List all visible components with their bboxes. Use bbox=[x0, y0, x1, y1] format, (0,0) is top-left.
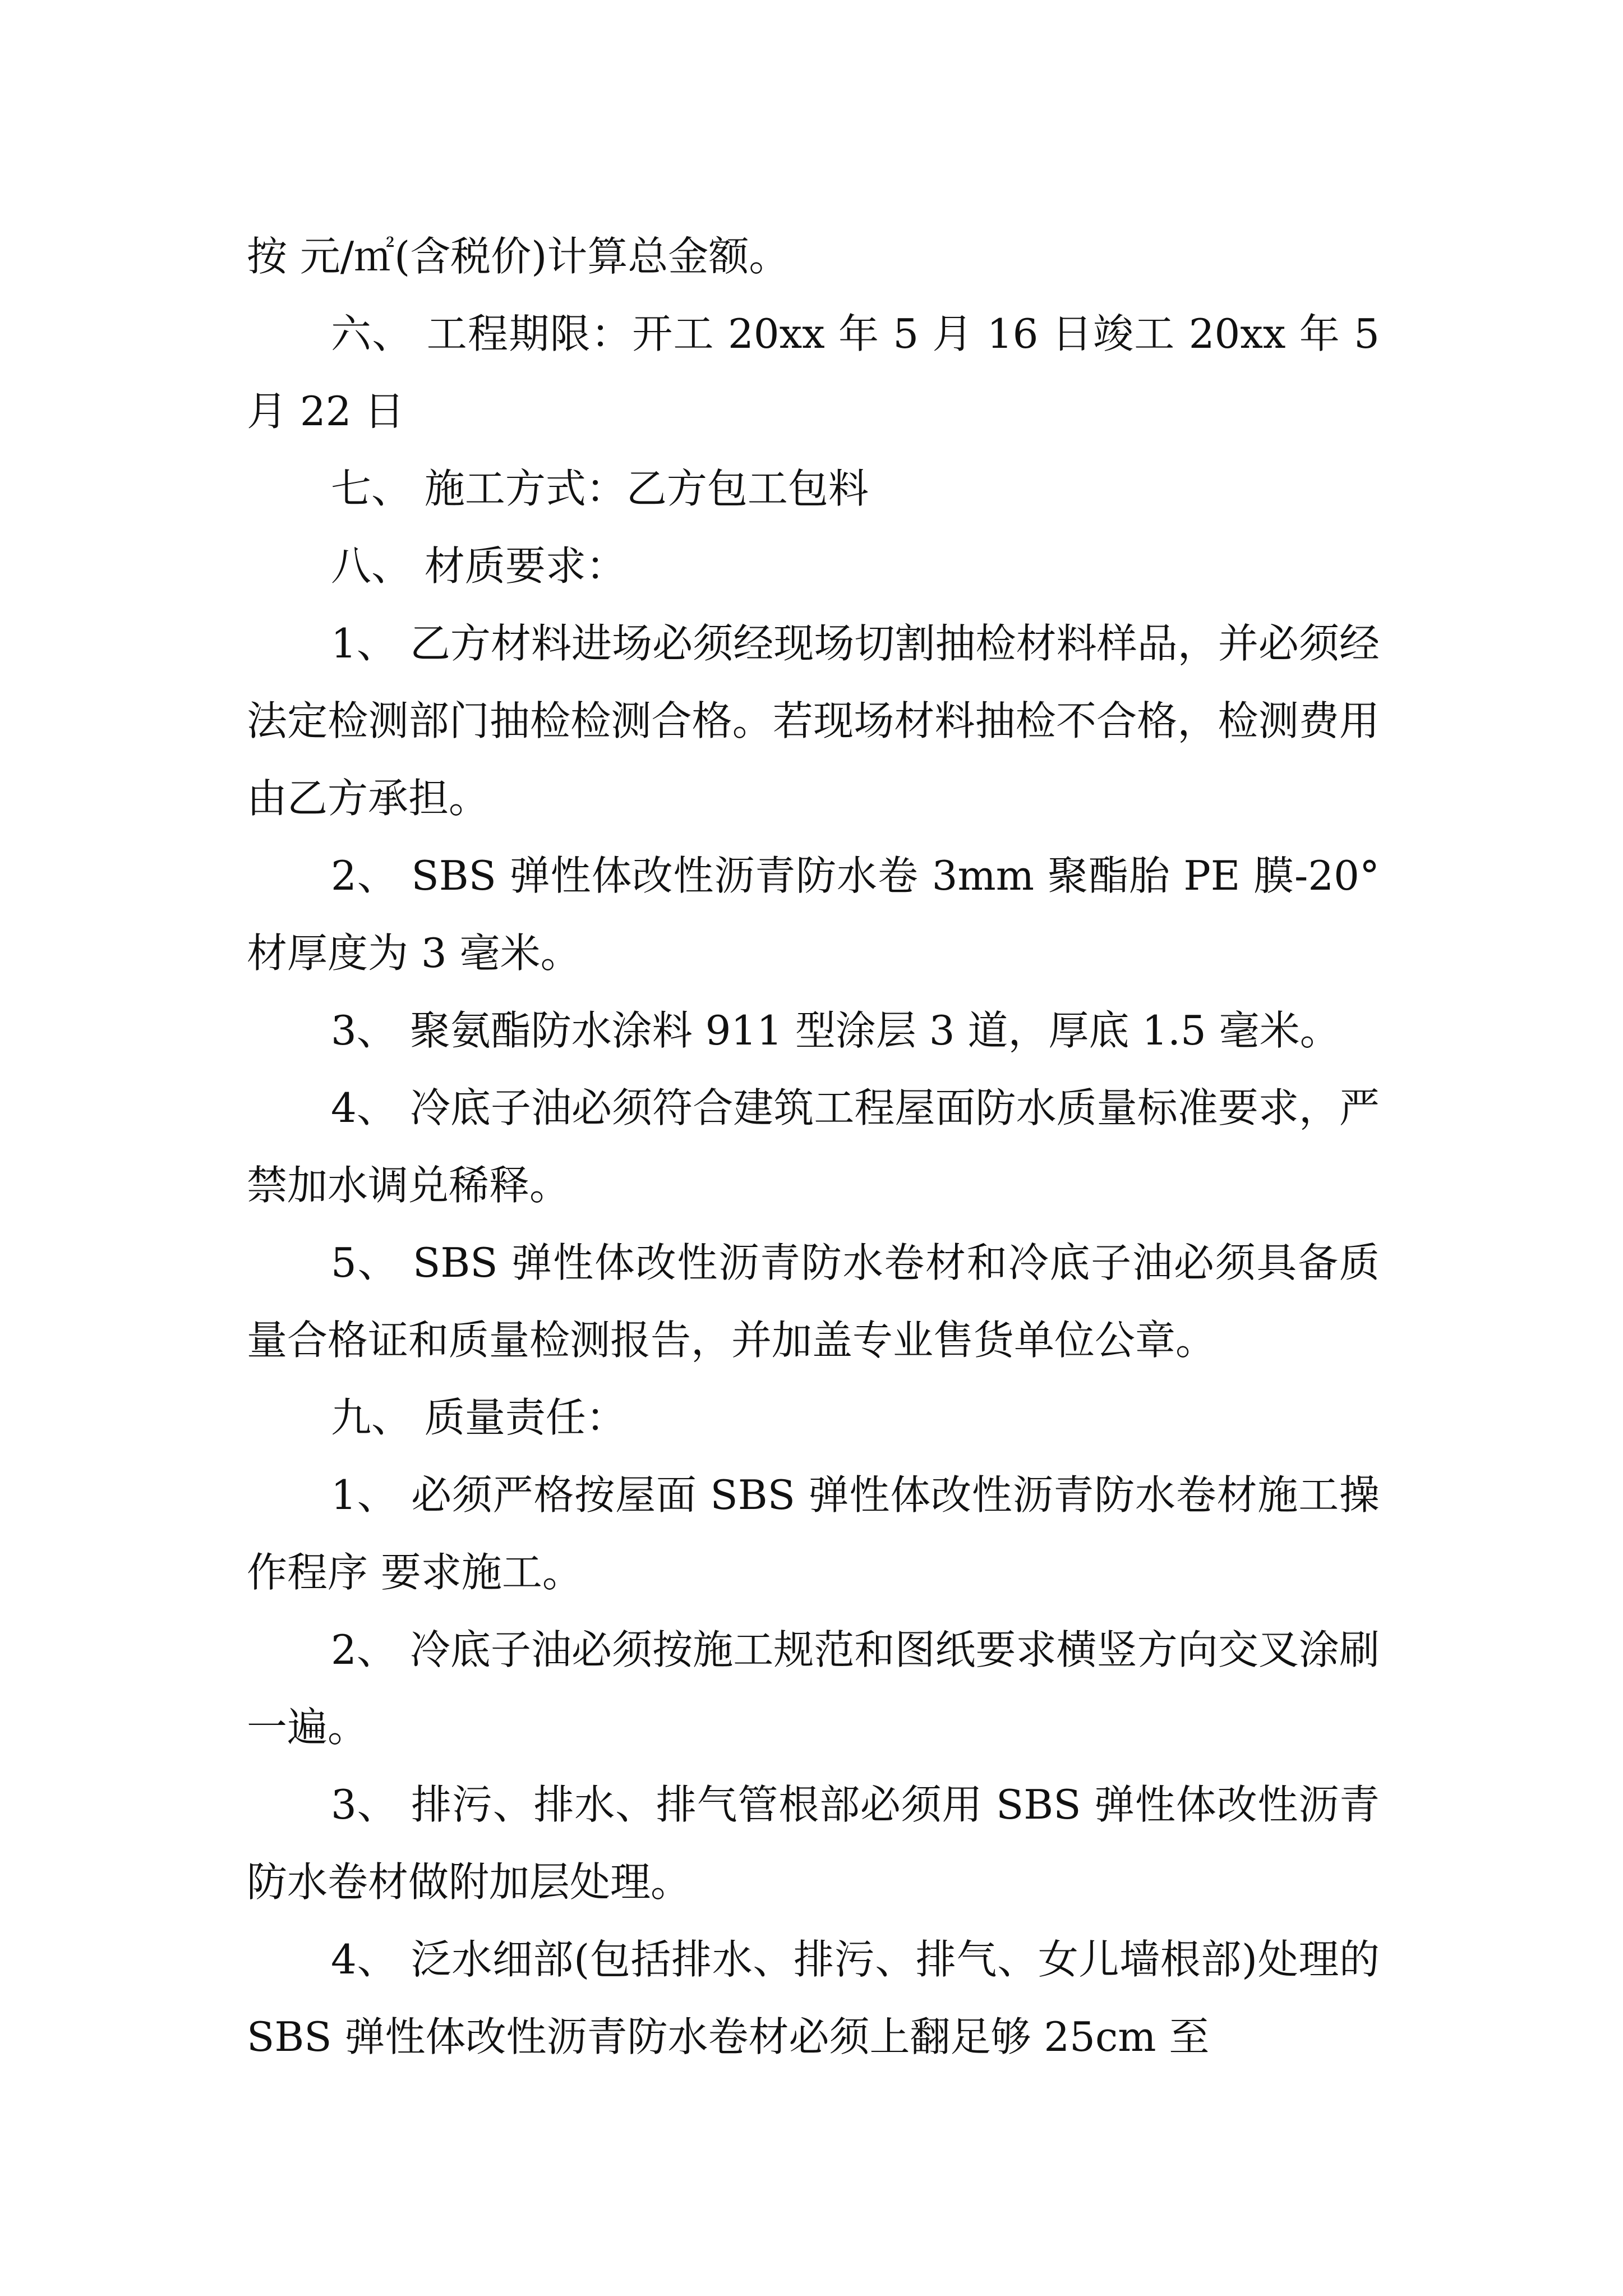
paragraph-quality-item-1: 1、 必须严格按屋面 SBS 弹性体改性沥青防水卷材施工操作程序 要求施工。 bbox=[247, 1471, 1380, 1596]
paragraph-material-item-2: 2、 SBS 弹性体改性沥青防水卷 3mm 聚酯胎 PE 膜-20° 材厚度为 3 毫米。 bbox=[247, 852, 1380, 977]
paragraph-quality-item-4: 4、 泛水细部(包括排水、排污、排气、女儿墙根部)处理的 SBS 弹性体改性沥青防水卷材必须上翻足够 25cm 至 bbox=[247, 1936, 1380, 2060]
paragraph-material-item-1: 1、 乙方材料进场必须经现场切割抽检材料样品，并必须经法定检测部门抽检检测合格。若现场材料抽检不合格，检测费用由乙方承担。 bbox=[247, 620, 1380, 822]
paragraph-continuation: 按 元/㎡(含税价)计算总金额。 bbox=[247, 233, 790, 280]
paragraph-section-6-duration: 六、 工程期限：开工 20xx 年 5 月 16 日竣工 20xx 年 5 月 22 日 bbox=[247, 310, 1380, 435]
document-body bbox=[247, 218, 1380, 2076]
heading-section-9-quality: 九、 质量责任： bbox=[331, 1394, 626, 1441]
paragraph-material-item-3: 3、 聚氨酯防水涂料 911 型涂层 3 道，厚底 1.5 毫米。 bbox=[331, 1007, 1340, 1054]
paragraph-quality-item-2: 2、 冷底子油必须按施工规范和图纸要求横竖方向交叉涂刷一遍。 bbox=[247, 1626, 1380, 1751]
paragraph-section-7-method: 七、 施工方式：乙方包工包料 bbox=[331, 465, 869, 512]
heading-section-8-material: 八、 材质要求： bbox=[331, 542, 626, 590]
paragraph-quality-item-3: 3、 排污、排水、排气管根部必须用 SBS 弹性体改性沥青防水卷材做附加层处理。 bbox=[247, 1781, 1380, 1906]
paragraph-material-item-5: 5、 SBS 弹性体改性沥青防水卷材和冷底子油必须具备质量合格证和质量检测报告，并加盖专业售货单位公章。 bbox=[247, 1239, 1380, 1364]
paragraph-material-item-4: 4、 冷底子油必须符合建筑工程屋面防水质量标准要求，严禁加水调兑稀释。 bbox=[247, 1084, 1380, 1209]
